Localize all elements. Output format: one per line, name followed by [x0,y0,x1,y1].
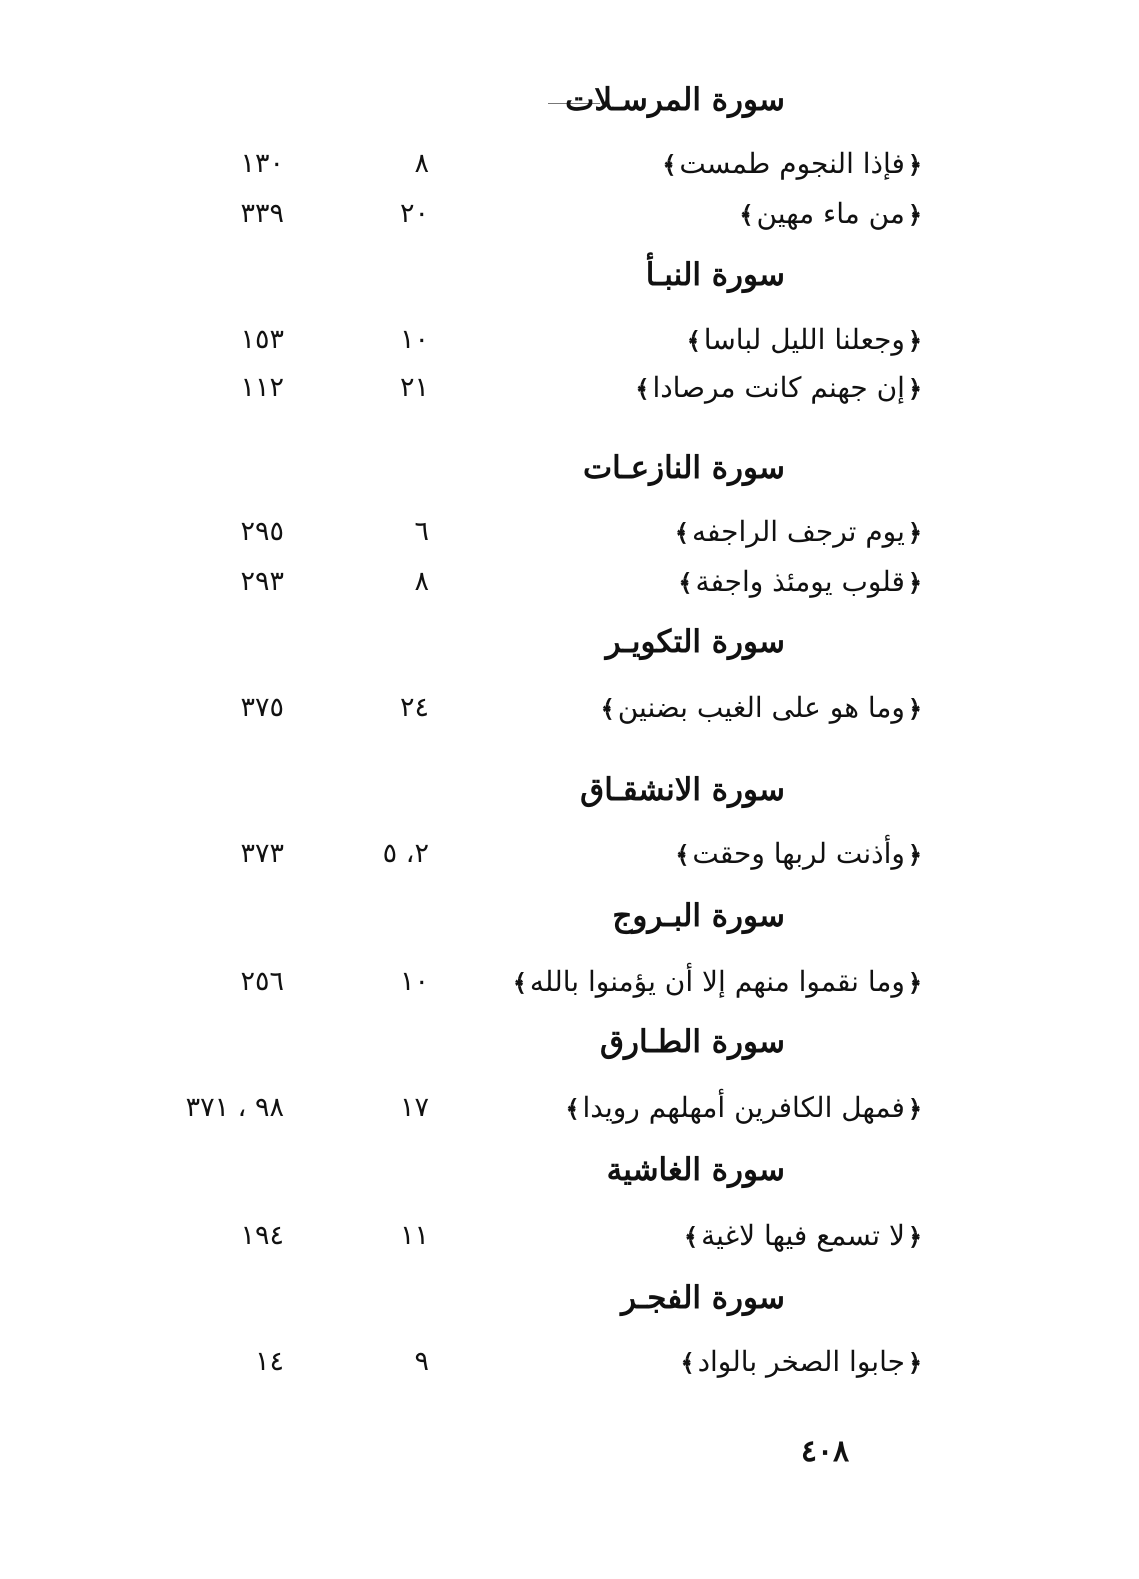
close-quote-ornament: ﴾ [635,374,650,403]
verse-words: فإذا النجوم طمست [679,147,905,180]
open-quote-ornament: ﴿ [907,840,922,869]
surah-title: سورة الغاشية [606,1152,785,1188]
open-quote-ornament: ﴿ [907,374,922,403]
ayah-number: ٨ [414,566,429,597]
ayah-number: ٢، ٥ [382,838,429,869]
close-quote-ornament: ﴾ [678,568,693,597]
page-reference: ١٤ [254,1346,284,1377]
verse-text [365,686,925,731]
page-reference: ١٣٠ [240,148,284,179]
surah-title: سورة البـروج [612,898,785,934]
ayah-number: ٢١ [399,372,429,403]
page-reference: ٩٨ ، ٣٧١ [185,1092,284,1123]
open-quote-ornament: ﴿ [907,326,922,355]
verse-words: فمهل الكافرين أمهلهم رويدا [582,1091,905,1124]
surah-title: سورة النبـأ [645,257,785,293]
verse-text [365,1340,925,1385]
verse-text [365,832,925,877]
verse-words: قلوب يومئذ واجفة [695,565,905,598]
verse-text [365,192,925,237]
page-reference: ١٥٣ [240,324,284,355]
verse-row [0,1214,1139,1258]
verse-text [365,1214,925,1259]
verse-text [365,510,925,555]
close-quote-ornament: ﴾ [662,150,677,179]
surah-title: سورة المرسـلات [565,82,785,118]
verse-row [0,318,1139,362]
close-quote-ornament: ﴾ [680,1348,695,1377]
ayah-number: ٨ [414,148,429,179]
open-quote-ornament: ﴿ [907,150,922,179]
ayah-number: ٦ [414,516,429,547]
verse-text [365,560,925,605]
surah-title: سورة الطـارق [599,1024,785,1060]
page-reference: ١٩٤ [240,1220,284,1251]
page-reference: ٢٩٣ [240,566,284,597]
surah-title: سورة الانشقـاق [580,772,785,808]
page-reference: ٢٥٦ [240,966,284,997]
verse-words: لا تسمع فيها لاغية [701,1219,905,1252]
open-quote-ornament: ﴿ [907,1094,922,1123]
verse-words: من ماء مهين [756,197,905,230]
verse-text [365,960,925,1005]
close-quote-ornament: ﴾ [684,1222,699,1251]
open-quote-ornament: ﴿ [907,694,922,723]
ayah-number: ٢٠ [399,198,429,229]
ayah-number: ١١ [399,1220,429,1251]
close-quote-ornament: ﴾ [675,840,690,869]
verse-words: وأذنت لربها وحقت [692,837,905,870]
verse-text [365,366,925,411]
page-reference: ٢٩٥ [240,516,284,547]
open-quote-ornament: ﴿ [907,968,922,997]
verse-row [0,366,1139,410]
verse-row [0,142,1139,186]
ayah-number: ١٧ [399,1092,429,1123]
verse-text [365,318,925,363]
close-quote-ornament: ﴾ [512,968,527,997]
verse-row [0,560,1139,604]
verse-row [0,192,1139,236]
close-quote-ornament: ﴾ [686,326,701,355]
verse-row [0,686,1139,730]
verse-words: وما هو على الغيب بضنين [617,691,905,724]
open-quote-ornament: ﴿ [907,568,922,597]
verse-row [0,510,1139,554]
open-quote-ornament: ﴿ [907,1222,922,1251]
open-quote-ornament: ﴿ [907,200,922,229]
verse-words: وجعلنا الليل لباسا [703,323,905,356]
verse-text [365,1086,925,1131]
page-reference: ٣٧٥ [240,692,284,723]
verse-words: وما نقموا منهم إلا أن يؤمنوا بالله [529,965,905,998]
page-number: ٤٠٨ [800,1434,850,1469]
surah-title: سورة التكويـر [605,624,785,660]
ayah-number: ٢٤ [399,692,429,723]
ayah-number: ١٠ [399,324,429,355]
page-reference: ١١٢ [240,372,284,403]
surah-title: سورة النازعـات [582,450,785,486]
verse-words: جابوا الصخر بالواد [697,1345,905,1378]
verse-words: يوم ترجف الراجفه [691,515,905,548]
page-reference: ٣٧٣ [240,838,284,869]
verse-row [0,832,1139,876]
ayah-number: ١٠ [399,966,429,997]
verse-row [0,960,1139,1004]
surah-title: سورة الفجـر [621,1280,785,1316]
close-quote-ornament: ﴾ [674,518,689,547]
page-reference: ٣٣٩ [240,198,284,229]
verse-text [365,142,925,187]
open-quote-ornament: ﴿ [907,1348,922,1377]
open-quote-ornament: ﴿ [907,518,922,547]
close-quote-ornament: ﴾ [600,694,615,723]
verse-row [0,1086,1139,1130]
verse-row [0,1340,1139,1384]
close-quote-ornament: ﴾ [739,200,754,229]
close-quote-ornament: ﴾ [565,1094,580,1123]
ayah-number: ٩ [414,1346,429,1377]
verse-words: إن جهنم كانت مرصادا [652,371,905,404]
